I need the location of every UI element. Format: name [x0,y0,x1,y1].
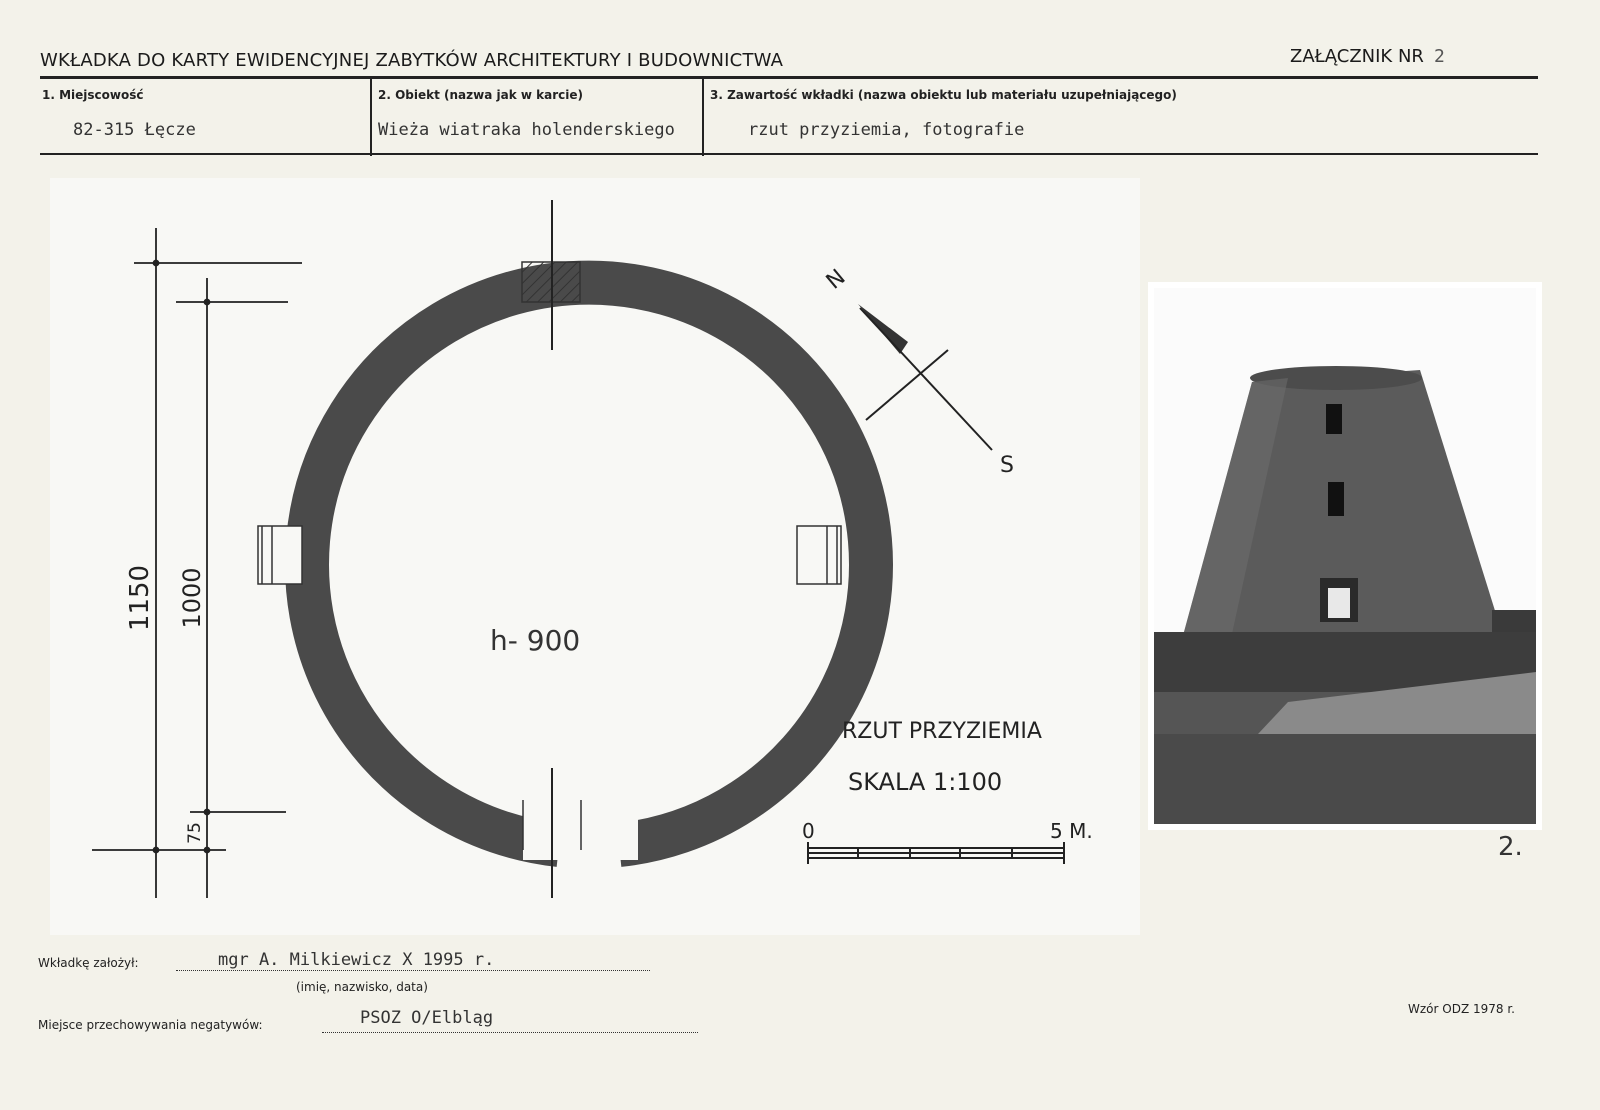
created-by-hint: (imię, nazwisko, data) [296,980,428,994]
field-divider [370,78,372,156]
form-model: Wzór ODZ 1978 r. [1408,1002,1515,1016]
floor-plan-drawing [50,178,1140,935]
created-by-line [176,970,650,971]
locality-value: 82-315 Łęcze [73,120,196,140]
dim-inner-label: 1000 [178,567,206,629]
object-value: Wieża wiatraka holenderskiego [378,120,675,140]
floor-plan-svg [50,178,1140,935]
dim-outer-label: 1150 [125,564,155,632]
annex-number: 2 [1433,46,1445,67]
photo-number: 2. [1498,832,1523,862]
content-label: 3. Zawartość wkładki (nazwa obiektu lub materiału uzupełniającego) [710,88,1177,102]
tower-wall [258,262,871,860]
scale-bar [808,842,1064,864]
locality-label: 1. Miejscowość [42,88,144,102]
fields-rule [40,153,1538,155]
height-label: h- 900 [490,624,581,657]
negatives-label: Miejsce przechowywania negatywów: [38,1018,263,1032]
annex-label: ZAŁĄCZNIK NR [1290,46,1424,67]
dim-wall-label: 75 [185,822,205,844]
created-by-label: Wkładkę założył: [38,956,139,970]
content-value: rzut przyziemia, fotografie [748,120,1025,140]
scale-start-label: 0 [802,819,815,843]
windmill-photo [1148,282,1542,830]
form-title: WKŁADKA DO KARTY EWIDENCYJNEJ ZABYTKÓW ARCHITEKTURY I BUDOWNICTWA [40,50,784,71]
field-divider [702,78,704,156]
north-arrow-icon [858,304,992,450]
north-label: N [821,264,851,295]
header-rule [40,76,1538,79]
negatives-line [322,1032,698,1033]
windmill-tower-image [1148,282,1542,830]
annex-heading [1290,46,1445,67]
scale-end-label: 5 M. [1050,819,1093,843]
plan-title: RZUT PRZYZIEMIA [842,719,1042,744]
south-label: S [1000,453,1014,478]
plan-scale: SKALA 1:100 [848,768,1003,796]
object-label: 2. Obiekt (nazwa jak w karcie) [378,88,583,102]
created-by-value: mgr A. Milkiewicz X 1995 r. [218,950,495,970]
negatives-value: PSOZ O/Elbląg [360,1008,494,1028]
